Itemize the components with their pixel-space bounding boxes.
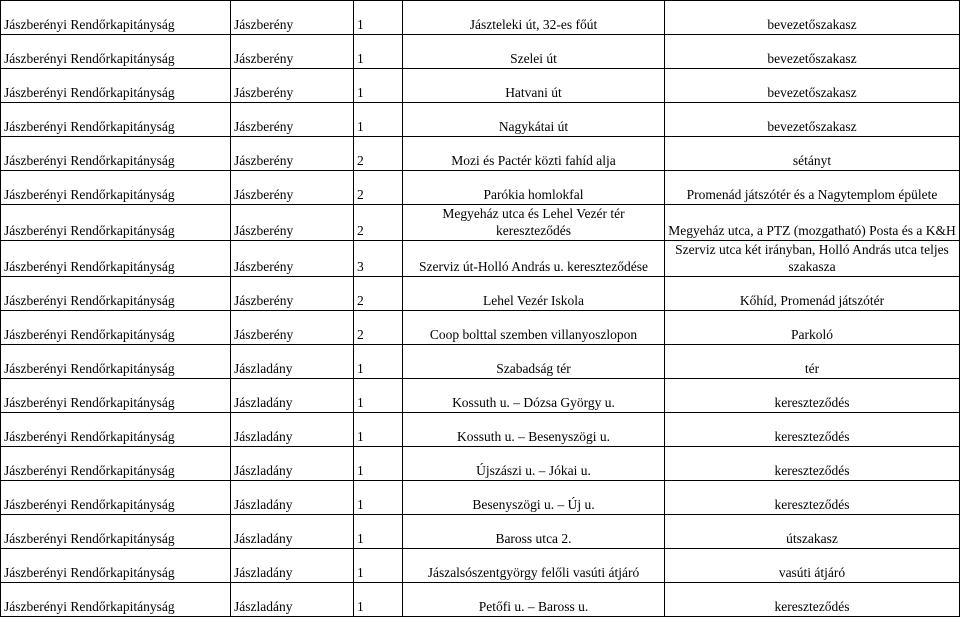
town-cell: Jászladány — [231, 379, 354, 413]
area-type-cell: bevezetőszakasz — [665, 1, 960, 35]
agency-cell: Jászberényi Rendőrkapitányság — [1, 137, 231, 171]
town-cell: Jászberény — [231, 1, 354, 35]
district-number-cell: 2 — [354, 205, 403, 241]
district-number-cell: 1 — [354, 549, 403, 583]
district-number-cell: 2 — [354, 171, 403, 205]
location-cell: Hatvani út — [403, 69, 665, 103]
area-type-cell: Kőhíd, Promenád játszótér — [665, 277, 960, 311]
location-cell: Besenyszögi u. – Új u. — [403, 481, 665, 515]
district-number-cell: 2 — [354, 277, 403, 311]
town-cell: Jászladány — [231, 413, 354, 447]
area-type-cell: Szerviz utca két irányban, Holló András utca teljes szakasza — [665, 241, 960, 277]
location-cell: Jászalsószentgyörgy felőli vasúti átjáró — [403, 549, 665, 583]
location-cell: Baross utca 2. — [403, 515, 665, 549]
table-row — [1, 345, 960, 379]
district-number-cell: 1 — [354, 481, 403, 515]
agency-cell: Jászberényi Rendőrkapitányság — [1, 413, 231, 447]
agency-cell: Jászberényi Rendőrkapitányság — [1, 35, 231, 69]
table-row — [1, 277, 960, 311]
town-cell: Jászladány — [231, 481, 354, 515]
table-row — [1, 69, 960, 103]
district-number-cell: 1 — [354, 447, 403, 481]
district-number-cell: 1 — [354, 35, 403, 69]
area-type-cell: tér — [665, 345, 960, 379]
agency-cell: Jászberényi Rendőrkapitányság — [1, 345, 231, 379]
town-cell: Jászladány — [231, 549, 354, 583]
agency-cell: Jászberényi Rendőrkapitányság — [1, 277, 231, 311]
area-type-cell: kereszteződés — [665, 379, 960, 413]
area-type-cell: kereszteződés — [665, 413, 960, 447]
table-row — [1, 35, 960, 69]
area-type-cell: bevezetőszakasz — [665, 103, 960, 137]
district-number-cell: 1 — [354, 583, 403, 617]
area-type-cell: bevezetőszakasz — [665, 69, 960, 103]
agency-cell: Jászberényi Rendőrkapitányság — [1, 69, 231, 103]
area-type-cell: vasúti átjáró — [665, 549, 960, 583]
location-cell: Parókia homlokfal — [403, 171, 665, 205]
location-cell: Mozi és Pactér közti fahíd alja — [403, 137, 665, 171]
town-cell: Jászladány — [231, 515, 354, 549]
town-cell: Jászberény — [231, 103, 354, 137]
table-row — [1, 137, 960, 171]
town-cell: Jászberény — [231, 35, 354, 69]
district-number-cell: 1 — [354, 69, 403, 103]
agency-cell: Jászberényi Rendőrkapitányság — [1, 241, 231, 277]
district-number-cell: 1 — [354, 345, 403, 379]
town-cell: Jászberény — [231, 69, 354, 103]
location-cell: Kossuth u. – Besenyszögi u. — [403, 413, 665, 447]
location-cell: Lehel Vezér Iskola — [403, 277, 665, 311]
location-cell: Kossuth u. – Dózsa György u. — [403, 379, 665, 413]
location-cell: Szabadság tér — [403, 345, 665, 379]
district-number-cell: 1 — [354, 379, 403, 413]
location-cell: Coop bolttal szemben villanyoszlopon — [403, 311, 665, 345]
table-row — [1, 413, 960, 447]
town-cell: Jászberény — [231, 137, 354, 171]
agency-cell: Jászberényi Rendőrkapitányság — [1, 205, 231, 241]
agency-cell: Jászberényi Rendőrkapitányság — [1, 1, 231, 35]
table-row — [1, 515, 960, 549]
area-type-cell: kereszteződés — [665, 447, 960, 481]
table-row — [1, 481, 960, 515]
area-type-cell: útszakasz — [665, 515, 960, 549]
area-type-cell: Promenád játszótér és a Nagytemplom épülete — [665, 171, 960, 205]
town-cell: Jászberény — [231, 205, 354, 241]
table-row — [1, 447, 960, 481]
district-number-cell: 1 — [354, 103, 403, 137]
area-type-cell: sétányt — [665, 137, 960, 171]
table-row — [1, 549, 960, 583]
table-row — [1, 103, 960, 137]
town-cell: Jászberény — [231, 277, 354, 311]
district-number-cell: 2 — [354, 137, 403, 171]
location-cell: Szerviz út-Holló András u. kereszteződése — [403, 241, 665, 277]
town-cell: Jászberény — [231, 311, 354, 345]
table-row — [1, 241, 960, 277]
agency-cell: Jászberényi Rendőrkapitányság — [1, 447, 231, 481]
location-cell: Petőfi u. – Baross u. — [403, 583, 665, 617]
location-cell: Jászteleki út, 32-es főút — [403, 1, 665, 35]
agency-cell: Jászberényi Rendőrkapitányság — [1, 379, 231, 413]
location-cell: Megyeház utca és Lehel Vezér tér kereszteződés — [403, 205, 665, 241]
district-number-cell: 2 — [354, 311, 403, 345]
agency-cell: Jászberényi Rendőrkapitányság — [1, 515, 231, 549]
agency-cell: Jászberényi Rendőrkapitányság — [1, 549, 231, 583]
table-row — [1, 171, 960, 205]
town-cell: Jászladány — [231, 345, 354, 379]
area-type-cell: kereszteződés — [665, 481, 960, 515]
district-number-cell: 1 — [354, 413, 403, 447]
town-cell: Jászberény — [231, 171, 354, 205]
area-type-cell: Megyeház utca, a PTZ (mozgatható) Posta és a K&H — [665, 205, 960, 241]
agency-cell: Jászberényi Rendőrkapitányság — [1, 583, 231, 617]
district-number-cell: 1 — [354, 515, 403, 549]
area-type-cell: kereszteződés — [665, 583, 960, 617]
town-cell: Jászberény — [231, 241, 354, 277]
table-row — [1, 311, 960, 345]
table-row — [1, 205, 960, 241]
area-type-cell: bevezetőszakasz — [665, 35, 960, 69]
district-number-cell: 3 — [354, 241, 403, 277]
agency-cell: Jászberényi Rendőrkapitányság — [1, 171, 231, 205]
agency-cell: Jászberényi Rendőrkapitányság — [1, 311, 231, 345]
town-cell: Jászladány — [231, 447, 354, 481]
location-cell: Szelei út — [403, 35, 665, 69]
area-type-cell: Parkoló — [665, 311, 960, 345]
location-cell: Újszászi u. – Jókai u. — [403, 447, 665, 481]
table-row — [1, 583, 960, 617]
table-row — [1, 379, 960, 413]
location-cell: Nagykátai út — [403, 103, 665, 137]
table-row — [1, 1, 960, 35]
district-number-cell: 1 — [354, 1, 403, 35]
agency-cell: Jászberényi Rendőrkapitányság — [1, 103, 231, 137]
table-body — [1, 1, 960, 617]
agency-cell: Jászberényi Rendőrkapitányság — [1, 481, 231, 515]
town-cell: Jászladány — [231, 583, 354, 617]
